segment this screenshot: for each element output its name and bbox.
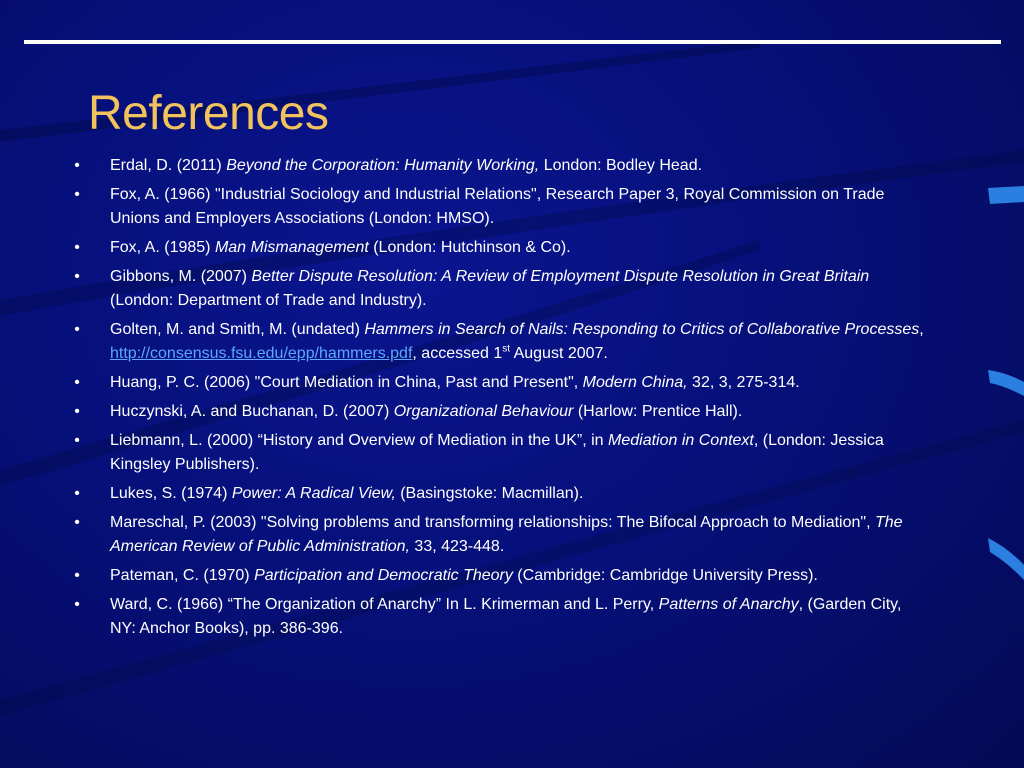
reference-title: Power: A Radical View, [231,485,396,502]
reference-title: Patterns of Anarchy [658,596,799,613]
list-item [70,154,930,178]
list-item [70,482,930,506]
bullet-icon: • [74,321,80,338]
list-item [70,511,930,559]
reference-text: Huczynski, A. and Buchanan, D. (2007) [110,403,394,420]
reference-title: Modern China, [582,374,688,391]
reference-text: , (London: Jessica Kingsley Publishers). [110,432,884,473]
reference-text: Lukes, S. (1974) [110,485,232,502]
list-item [70,400,930,424]
slide-title: References [88,87,329,140]
reference-title: Mediation in Context [608,432,754,449]
bullet-icon: • [74,432,80,449]
bullet-icon: • [74,567,80,584]
bullet-icon: • [74,239,80,256]
bullet-icon: • [74,268,80,285]
ordinal-suffix: st [502,343,511,355]
bullet-icon: • [74,485,80,502]
reference-text: Erdal, D. (2011) [110,157,227,174]
list-item [70,371,930,395]
list-item [70,593,930,641]
reference-text: Pateman, C. (1970) [110,567,255,584]
reference-text: (Cambridge: Cambridge University Press). [512,567,818,584]
reference-text: London: Bodley Head. [539,157,703,174]
list-item [70,265,930,313]
list-item [70,564,930,588]
reference-text: Ward, C. (1966) “The Organization of Anarchy” In L. Krimerman and L. Perry, [110,596,659,613]
reference-text: Fox, A. (1966) "Industrial Sociology and Industrial Relations", Research Paper 3, Royal Commission on Trade Unions and Employers Associations (London: HMSO). [110,186,885,227]
list-item [70,236,930,260]
reference-list [70,154,930,646]
top-divider-line [24,40,1001,44]
list-item [70,183,930,231]
reference-text: (London: Hutchinson & Co). [368,239,571,256]
reference-text: , [919,321,924,338]
reference-text: Liebmann, L. (2000) “History and Overview of Mediation in the UK”, in [110,432,609,449]
bullet-icon: • [74,374,80,391]
reference-text: Golten, M. and Smith, M. (undated) [110,321,365,338]
list-item [70,429,930,477]
reference-text: , (Garden City, NY: Anchor Books), pp. 386-396. [110,596,902,637]
list-item [70,318,930,366]
reference-text: (Harlow: Prentice Hall). [573,403,743,420]
reference-text: August 2007. [510,345,608,362]
reference-text: (Basingstoke: Macmillan). [395,485,584,502]
reference-url-link[interactable]: http://consensus.fsu.edu/epp/hammers.pdf [110,345,413,362]
reference-text: (London: Department of Trade and Industry). [110,292,427,309]
reference-text: Mareschal, P. (2003) "Solving problems and transforming relationships: The Bifocal Approach to Mediation", [110,514,875,531]
reference-title: Organizational Behaviour [393,403,574,420]
reference-text: Gibbons, M. (2007) [110,268,252,285]
bullet-icon: • [74,186,80,203]
reference-title: Man Mismanagement [214,239,369,256]
bullet-icon: • [74,596,80,613]
reference-text: 33, 423-448. [409,538,505,555]
reference-title: Hammers in Search of Nails: Responding to Critics of Collaborative Processes [364,321,920,338]
reference-title: Beyond the Corporation: Humanity Working, [226,157,540,174]
bullet-icon: • [74,157,80,174]
reference-text: Fox, A. (1985) [110,239,215,256]
reference-text: Huang, P. C. (2006) "Court Mediation in China, Past and Present", [110,374,583,391]
reference-title: Participation and Democratic Theory [254,567,513,584]
bullet-icon: • [74,403,80,420]
reference-text: , accessed 1 [412,345,503,362]
reference-title: The American Review of Public Administration, [110,514,903,555]
reference-title: Better Dispute Resolution: A Review of Employment Dispute Resolution in Great Britain [251,268,870,285]
reference-text: 32, 3, 275-314. [687,374,800,391]
bullet-icon: • [74,514,80,531]
